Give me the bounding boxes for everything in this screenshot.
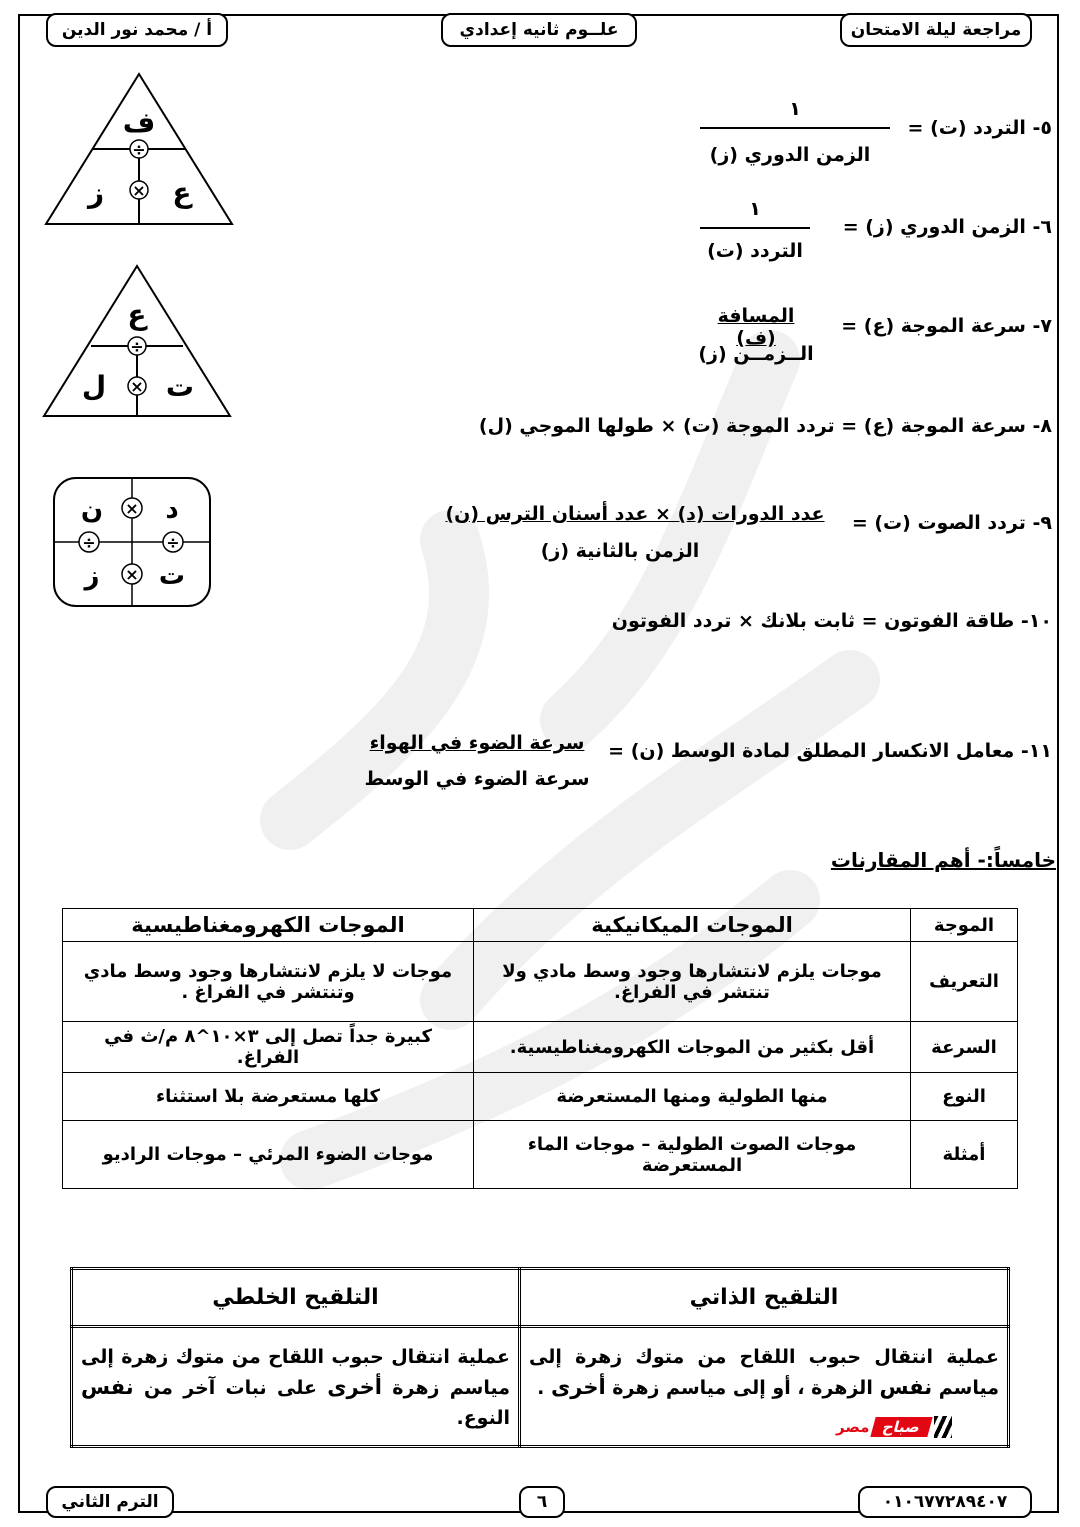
sabah-masr-logo: [836, 1415, 952, 1439]
triangle-right: ع: [172, 176, 192, 209]
triangle-left: ز: [87, 176, 105, 209]
table-header: الموجة: [911, 909, 1018, 942]
table-cell: كلها مستعرضة بلا استثناء: [63, 1073, 474, 1121]
multiply-symbol: ×: [132, 181, 146, 200]
equation-5-numerator: ١: [789, 98, 801, 120]
svg-text:÷: ÷: [82, 533, 96, 552]
section-title: خامساً:- أهم المقارنات: [830, 848, 1056, 872]
equation-9-label: ٩- تردد الصوت (ت) =: [851, 512, 1052, 534]
triangle-top: ف: [122, 106, 156, 139]
equation-6-numerator: ١: [749, 198, 761, 220]
logo-text-sabah: صباح: [871, 1417, 933, 1437]
equation-6-denominator: التردد (ت): [707, 240, 803, 262]
equation-11-denominator: سرعة الضوء في الوسط: [364, 768, 590, 790]
equation-7-numerator: المسافة (ف): [717, 305, 795, 349]
table-row: [63, 1022, 1018, 1073]
box-top-right: د: [165, 495, 179, 525]
triangle-top: ع: [127, 298, 147, 331]
svg-text:×: ×: [125, 565, 139, 584]
row-label: التعريف: [911, 942, 1018, 1022]
equation-11-label: ١١- معامل الانكسار المطلق لمادة الوسط (ن) =: [608, 740, 1052, 762]
table-cell: موجات يلزم لانتشارها وجود وسط مادي ولا تنتشر في الفراغ.: [474, 942, 911, 1022]
triangle-right: ت: [165, 370, 195, 403]
table-cell: موجات لا يلزم لانتشارها وجود وسط مادي وتنتشر في الفراغ .: [63, 942, 474, 1022]
equation-7-denominator: الــزمــن (ز): [698, 343, 814, 365]
divide-symbol: ÷: [132, 140, 146, 159]
header-teacher: أ / محمد نور الدين: [46, 13, 228, 47]
waves-comparison-table: [62, 908, 1018, 1189]
box-top-left: ن: [80, 495, 104, 525]
sound-frequency-box: [52, 476, 212, 608]
table-header: التلقيح الخلطي: [72, 1269, 520, 1327]
equation-5-label: ٥- التردد (ت) =: [907, 117, 1052, 139]
row-label: النوع: [911, 1073, 1018, 1121]
table-header-row: [63, 909, 1018, 942]
header-review: مراجعة ليلة الامتحان: [840, 13, 1032, 47]
table-cell: أقل بكثير من الموجات الكهرومغناطيسية.: [474, 1022, 911, 1073]
table-cell: موجات الضوء المرئي – موجات الراديو: [63, 1121, 474, 1189]
box-bottom-left: ز: [84, 561, 100, 591]
svg-text:×: ×: [125, 499, 139, 518]
header-subject: علــوم ثانيه إعدادي: [441, 13, 637, 47]
svg-text:÷: ÷: [166, 533, 180, 552]
row-label: السرعة: [911, 1022, 1018, 1073]
equation-7-label: ٧- سرعة الموجة (ع) =: [841, 315, 1052, 337]
footer-phone: ٠١٠٦٧٧٢٨٩٤٠٧: [858, 1486, 1032, 1518]
equation-9-denominator: الزمن بالثانية (ز): [540, 540, 700, 562]
table-row: [63, 1121, 1018, 1189]
logo-text-masr: مصر: [836, 1418, 870, 1436]
multiply-symbol: ×: [130, 377, 144, 396]
triangle-wave-speed: [42, 264, 232, 420]
equation-5-denominator: الزمن الدوري (ز): [709, 144, 871, 166]
box-bottom-right: ت: [158, 561, 186, 591]
logo-slashes: [934, 1416, 952, 1438]
equation-11-numerator: سرعة الضوء في الهواء: [369, 732, 585, 754]
divide-symbol: ÷: [130, 337, 144, 356]
equation-6-label: ٦- الزمن الدوري (ز) =: [842, 216, 1052, 238]
footer-term: الترم الثاني: [46, 1486, 174, 1518]
cross-pollination-definition: عملية انتقال حبوب اللقاح من متوك زهرة إلى مياسم زهرة أخرى على نبات آخر من نفس النوع.: [72, 1327, 520, 1447]
table-cell: كبيرة جداً تصل إلى ٣×١٠^٨ م/ث في الفراغ.: [63, 1022, 474, 1073]
triangle-left: ل: [81, 370, 107, 403]
row-label: أمثلة: [911, 1121, 1018, 1189]
table-row: [63, 942, 1018, 1022]
table-header: التلقيح الذاتي: [520, 1269, 1009, 1327]
table-cell: موجات الصوت الطولية – موجات الماء المستعرضة: [474, 1121, 911, 1189]
equation-10: ١٠- طاقة الفوتون = ثابت بلانك × تردد الفوتون: [611, 610, 1052, 632]
table-header: الموجات الميكانيكية: [474, 909, 911, 942]
fraction-bar: [700, 127, 890, 129]
equation-9-numerator: عدد الدورات (د) × عدد أسنان الترس (ن): [445, 503, 825, 525]
equation-8: ٨- سرعة الموجة (ع) = تردد الموجة (ت) × طولها الموجي (ل): [478, 415, 1052, 437]
table-cell: منها الطولية ومنها المستعرضة: [474, 1073, 911, 1121]
table-row: [63, 1073, 1018, 1121]
fraction-bar: [700, 227, 810, 229]
table-header: الموجات الكهرومغناطيسية: [63, 909, 474, 942]
footer-page-number: ٦: [519, 1486, 565, 1518]
self-pollination-definition: عملية انتقال حبوب اللقاح من متوك زهرة إلى مياسم نفس الزهرة ، أو إلى مياسم زهرة أخرى .: [520, 1327, 1009, 1447]
table-header-row: [72, 1269, 1009, 1327]
triangle-frequency: [44, 72, 234, 228]
